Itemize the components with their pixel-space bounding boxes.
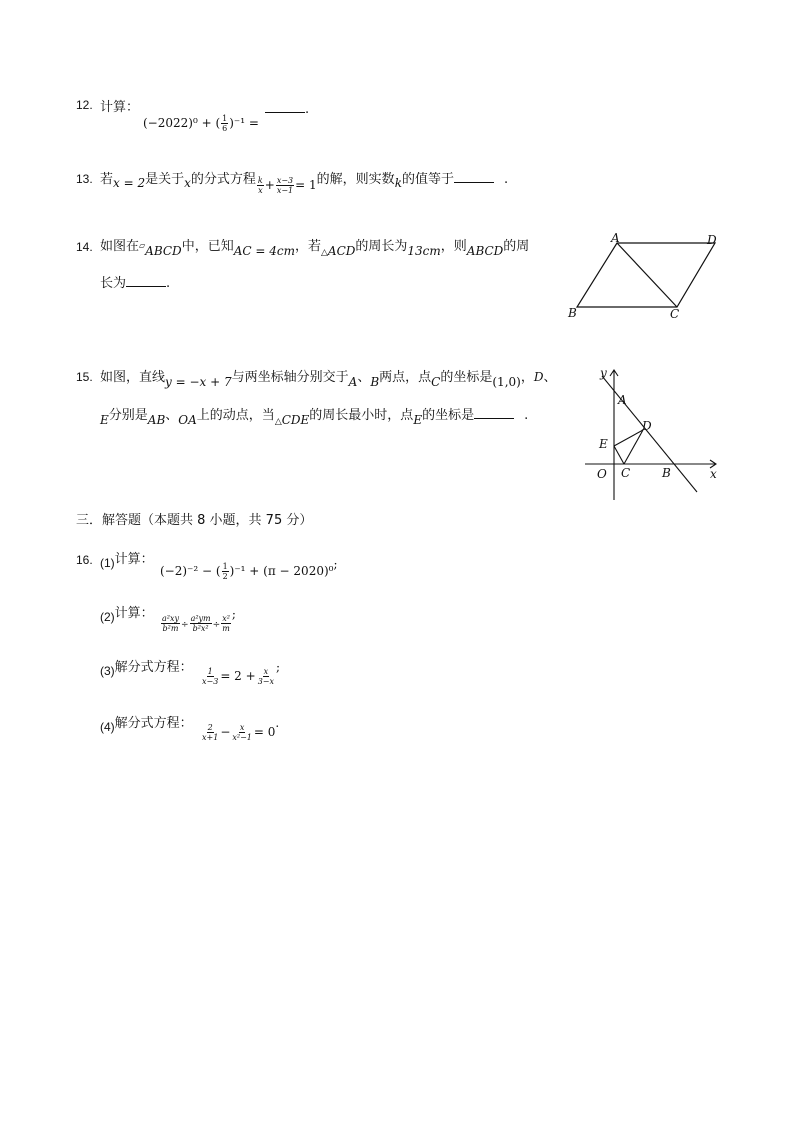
label-b: B — [568, 306, 577, 320]
label-y: y — [600, 366, 607, 380]
question-text-line2: E分别是AB、OA上的动点，当$_\triangle$CDE的周长最小时，点E的坐标是 . — [100, 408, 529, 427]
segment-ec — [614, 446, 624, 464]
part-1-expression: (−2)⁻² − ( $\frac{1}{2}$ )⁻¹ + (π − 2020)⁰; — [160, 557, 338, 581]
label-d: D — [642, 419, 652, 433]
section-heading: 三．解答题（本题共 8 小题，共 75 分） — [76, 513, 313, 528]
label-d: D — [707, 233, 717, 247]
question-number: 16. — [76, 553, 93, 567]
label-c: C — [621, 466, 631, 480]
coordinate-figure — [580, 360, 720, 505]
question-number: 15. — [76, 370, 93, 384]
label-o: O — [597, 467, 607, 481]
part-4: (4)解分式方程： — [100, 716, 193, 734]
question-text: 如图在▱ABCD中，已知AC = 4cm，若$_\triangle$ACD的周长为13cm，则ABCD的周 — [100, 239, 530, 258]
question-number: 14. — [76, 240, 93, 254]
label-a: A — [618, 393, 627, 407]
answer-blank[interactable] — [474, 406, 514, 419]
parallelogram-abcd — [577, 243, 715, 307]
answer-blank[interactable] — [454, 170, 494, 183]
answer-blank[interactable] — [126, 274, 166, 287]
label-e: E — [599, 437, 608, 451]
part-4-expression: $\frac{2}{x+1}$ − $\frac{x}{\text{x²−1}}$ = 0. — [202, 716, 280, 742]
question-label: 计算： — [100, 100, 140, 115]
part-1: (1)计算： — [100, 552, 154, 570]
math-expression: (−2022)⁰ + ( $\frac{1}{6}$ )⁻¹ = — [143, 114, 259, 133]
part-3-expression: $\frac{1}{x-3}$ = 2 + $\frac{x}{3-x}$ ; — [202, 660, 281, 686]
part-2: (2)计算： — [100, 606, 154, 624]
question-number: 13. — [76, 172, 93, 186]
label-x: x — [710, 467, 717, 481]
line-ab — [602, 376, 697, 492]
part-3: (3)解分式方程： — [100, 660, 193, 678]
question-number: 12. — [76, 98, 93, 112]
diagonal-ac — [617, 243, 677, 307]
question-text-line2: 长为 . — [100, 276, 171, 291]
answer-blank[interactable]: . — [265, 100, 309, 117]
label-b: B — [662, 466, 671, 480]
label-a: A — [611, 231, 620, 245]
question-text: 若x = 2是关于x的分式方程 $\frac{k}{x}$ + $\frac{x-3}{x-1}$ = 1的解，则实数k的值等于 . — [100, 172, 509, 195]
parallelogram-figure — [560, 228, 730, 323]
label-c: C — [670, 307, 680, 321]
part-2-expression: $\frac{\text{a²xy}}{\text{b²m}}$ ÷ $\frac{\text{a²ym}}{\text{b²x²}}$ ÷ $\frac{\text{x²}}{m}$ ; — [162, 607, 236, 633]
question-text: 如图，直线y = −x + 7与两坐标轴分别交于A、B两点，点C的坐标是(1,0)，D、 — [100, 370, 557, 389]
